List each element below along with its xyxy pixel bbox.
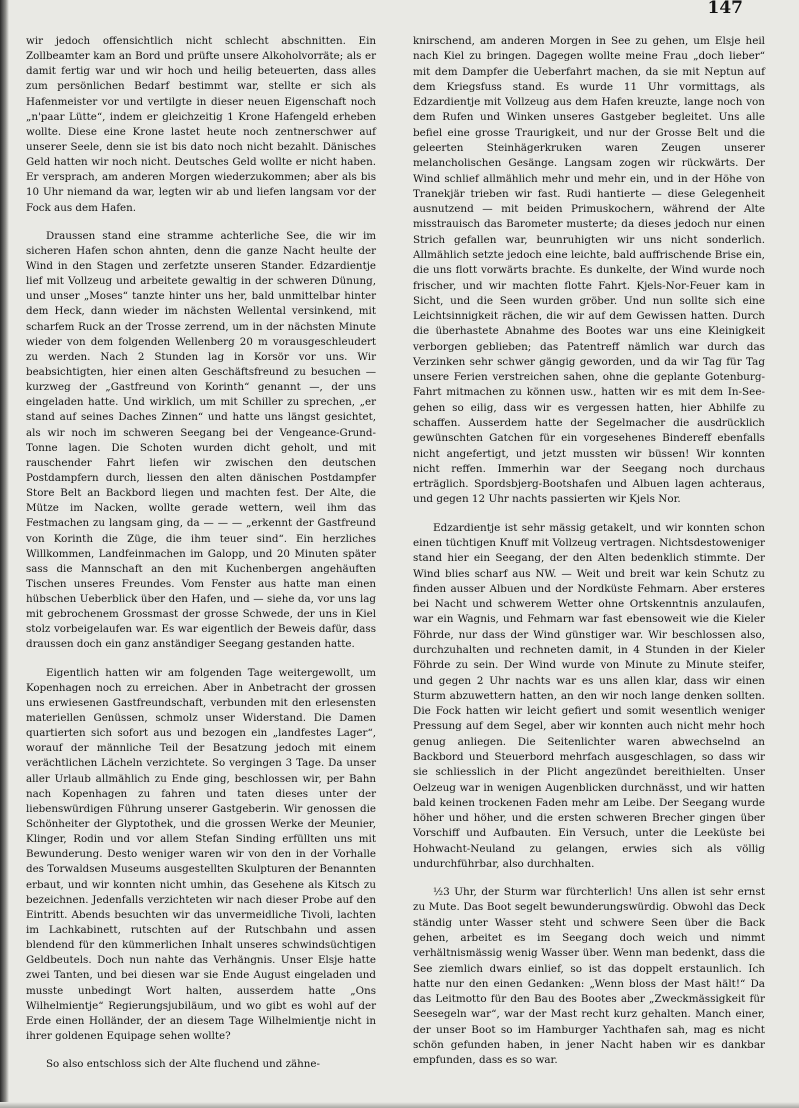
page-number: 147 xyxy=(707,0,743,18)
scan-left-edge-shadow xyxy=(0,0,9,1108)
paragraph: Draussen stand eine stramme achterliche See, die wir im sicheren Hafen schon ahnten, denn die ganze Nacht heulte der Wind in den Stagen und zerfetzte unseren Stander. Edzardientje lief mit Vollzeug und arbeitete gewaltig in der schweren Dünung, und unser „Moses“ tanzte hinter uns her, bald unmittelbar hinter dem Heck, dann wieder im nächsten Wellental versinkend, mit scharfem Ruck an der Trosse zerrend, um in der nächsten Minute wieder von dem folgenden Wellenberg 20 m vorausgeschleudert zu werden. Nach 2 Stunden lag in Korsör vor uns. Wir beabsichtigten, hier einen alten Geschäftsfreund zu besuchen — kurzweg der „Gastfreund von Korinth“ genannt —, der uns eingeladen hatte. Und wirklich, um mit Schiller zu sprechen, „er stand auf seines Daches Zinnen“ und hatte uns längst gesichtet, als wir noch im schweren Seegang bei der Vengeance-Grund-Tonne lagen. Die Schoten wurden dicht geholt, und mit rauschender Fahrt liefen wir zwischen den deutschen Postdampfern durch, liessen den alten dänischen Postdampfer Store Belt an Backbord liegen und machten fest. Der Alte, die Mütze im Nacken, wollte gerade wettern, weil ihm das Festmachen zu langsam ging, da — — — „erkennt der Gastfreund von Korinth die Züge, die ihm teuer sind“. Ein herzliches Willkommen, Landfeinmachen im Galopp, und 20 Minuten später sass die Mannschaft an den mit Kuchenbergen angehäuften Tischen unseres Freundes. Vom Fenster aus hatte man einen hübschen Ueberblick über den Hafen, und — siehe da, vor uns lag mit gebrochenem Grossmast der grosse Schwede, der uns in Kiel stolz vorbeigelaufen war. Es war eigentlich der Beweis dafür, dass draussen doch ein ganz anständiger Seegang gestanden hatte. xyxy=(26,229,376,651)
paragraph: Edzardientje ist sehr mässig getakelt, und wir konnten schon einen tüchtigen Knuff mit Vollzeug vertragen. Nichtsdestoweniger stand hier ein Seegang, der den Alten bedenklich stimmte. Der Wind blies scharf aus NW. — Weit und breit war kein Schutz zu finden ausser Albuen und der Nordküste Fehmarn. Aber ersteres bei Nacht und schwerem Wetter ohne Ortskenntnis anzulaufen, war ein Wagnis, und Fehmarn war fast ebensoweit wie die Kieler Föhrde, nur dass der Wind günstiger war. Wir beschlossen also, durchzuhalten und rechneten damit, in 4 Stunden in der Kieler Föhrde zu sein. Der Wind wurde von Minute zu Minute steifer, und gegen 2 Uhr nachts war es uns allen klar, dass wir einen Sturm abzuwettern hatten, an den wir noch lange denken sollten. Die Fock hatten wir leicht gefiert und somit wesentlich weniger Pressung auf dem Segel, aber wir konnten auch nicht mehr hoch genug anliegen. Die Seitenlichter waren abwechselnd an Backbord und Steuerbord mehrfach ausgeschlagen, so dass wir sie schliesslich in der Plicht angezündet bereithielten. Unser Oelzeug war in wenigen Augenblicken durchnässt, und wir hatten bald keinen trockenen Faden mehr am Leibe. Der Seegang wurde höher und höher, und die ersten schweren Brecher gingen über Vorschiff und Aufbauten. Ein Versuch, unter die Leeküste bei Hohwacht-Neuland zu gelangen, erwies sich als völlig undurchführbar, also durchhalten. xyxy=(413,521,765,870)
paragraph: wir jedoch offensichtlich nicht schlecht abschnitten. Ein Zollbeamter kam an Bord und prüfte unsere Alkoholvorräte; als er damit fertig war und wir hoch und heilig beteuerten, dass alles zum persönlichen Bedarf bestimmt war, stellte er sich als Hafenmeister vor und vertilgte in dieser neuen Eigenschaft noch „n'paar Lütte“, indem er gleichzeitig 1 Krone Hafengeld erheben wollte. Diese eine Krone lastet heute noch zentnerschwer auf unserer Seele, denn sie ist bis dato noch nicht bezahlt. Dänisches Geld hatten wir noch nicht. Deutsches Geld wollte er nicht haben. Er versprach, am anderen Morgen wiederzukommen; aber als bis 10 Uhr niemand da war, legten wir ab und liefen langsam vor der Fock aus dem Hafen. xyxy=(26,35,376,214)
paragraph: ½3 Uhr, der Sturm war fürchterlich! Uns allen ist sehr ernst zu Mute. Das Boot segelt bewunderungswürdig. Obwohl das Deck ständig unter Wasser steht und schwere Seen über die Back gehen, arbeitet es im Seegang doch weich und nimmt verhältnismässig wenig Wasser über. Wenn man bedenkt, dass die See ziemlich dwars einlief, so ist das doppelt erstaunlich. Ich hatte nur den einen Gedanken: „Wenn bloss der Mast hält!“ Da das Leitmotto für den Bau des Bootes aber „Zweckmässigkeit für Seesegeln war“, war der Mast recht kurz gehalten. Manch einer, der unser Boot so im Hamburger Yachthafen sah, mag es nicht schön gefunden haben, in jener Nacht haben wir es dankbar empfunden, dass es so war. xyxy=(413,886,765,1067)
scan-bottom-edge-shadow xyxy=(0,1102,799,1108)
left-column xyxy=(26,34,376,1085)
paragraph: knirschend, am anderen Morgen in See zu gehen, um Elsje heil nach Kiel zu bringen. Dagegen wollte meine Frau „doch lieber“ mit dem Dampfer die Ueberfahrt machen, da sie mit Neptun auf dem Kriegsfuss stand. Es wurde 11 Uhr vormittags, als Edzardientje mit Vollzeug aus dem Hafen kreuzte, lange noch von dem Rufen und Winken unseres Gastgeber begleitet. Uns alle befiel eine grosse Traurigkeit, und nur der Grosse Belt und die geleerten Steinhägerkruken waren Zeugen unserer melancholischen Gesänge. Langsam zogen wir rückwärts. Der Wind schlief allmählich mehr und mehr ein, und in der Höhe von Tranekjär trieben wir fast. Rudi hantierte — diese Gelegenheit ausnutzend — mit beiden Primuskochern, während der Alte misstrauisch das Barometer musterte; da dieses jedoch nur einen Strich gefallen war, beunruhigten wir uns nicht sonderlich. Allmählich setzte jedoch eine leichte, bald auffrischende Brise ein, die uns flott vorwärts brachte. Es dunkelte, der Wind wurde noch frischer, und wir machten flotte Fahrt. Kjels-Nor-Feuer kam in Sicht, und die Seen wurden gröber. Und nun sollte sich eine Leichtsinnigkeit rächen, die wir auf dem Gewissen hatten. Durch die überhastete Abnahme des Bootes war uns eine Kleinigkeit verborgen geblieben; das Patentreff nämlich war durch das Verzinken sehr schwer gängig geworden, und da wir Tag für Tag unsere Ferien verstreichen sahen, ohne die geplante Gotenburg-Fahrt mitmachen zu können usw., hatten wir es mit dem In-See-gehen so eilig, dass wir es vergessen hatten, hier Abhilfe zu schaffen. Ausserdem hatte der Segelmacher die ausdrücklich gewünschten Gatchen für ein vorgesehenes Bindereff ebenfalls nicht angefertigt, und jetzt mussten wir büssen! Wir konnten nicht reffen. Immerhin war der Seegang noch durchaus erträglich. Spordsbjerg-Bootshafen und Albuen lagen achteraus, und gegen 12 Uhr nachts passierten wir Kjels Nor. xyxy=(413,35,765,506)
right-column xyxy=(413,34,765,1082)
paragraph: So also entschloss sich der Alte fluchend und zähne- xyxy=(46,1058,320,1071)
paragraph: Eigentlich hatten wir am folgenden Tage weitergewollt, um Kopenhagen noch zu erreichen. Aber in Anbetracht der grossen uns erwiesenen Gastfreundschaft, verbunden mit den erlesensten materiellen Genüssen, schmolz unser Widerstand. Die Damen quartierten sich sofort aus und bezogen ein „landfestes Lager“, worauf der männliche Teil der Besatzung jedoch mit einem verächtlichen Lächeln verzichtete. So vergingen 3 Tage. Da unser aller Urlaub allmählich zu Ende ging, beschlossen wir, per Bahn nach Kopenhagen zu fahren und taten dieses unter der liebenswürdigen Führung unserer Gastgeberin. Wir genossen die Schönheiter der Glyptothek, und die grossen Werke der Meunier, Klinger, Rodin und vor allem Stefan Sinding erfüllten uns mit Bewunderung. Desto weniger waren wir von den in der Vorhalle des Torwaldsen Museums ausgestellten Skulpturen der Benannten erbaut, und wir konnten nicht umhin, das Gesehene als Kitsch zu bezeichnen. Jedenfalls verzichteten wir nach dieser Probe auf den Eintritt. Abends besuchten wir das unvermeidliche Tivoli, lachten im Lachkabinett, rutschten auf der Rutschbahn und assen blendend für den kümmerlichen Inhalt unseres schwindsüchtigen Geldbeutels. Doch nun nahte das Verhängnis. Unser Elsje hatte zwei Tanten, und bei diesen war sie Ende August eingeladen und musste unbedingt Wort halten, ausserdem hatte „Ons Wilhelmientje“ Regierungsjubiläum, und wo gibt es wohl auf der Erde einen Holländer, der an diesem Tage Wilhelmientje nicht in ihrer goldenen Equipage sehen wollte? xyxy=(26,666,376,1042)
